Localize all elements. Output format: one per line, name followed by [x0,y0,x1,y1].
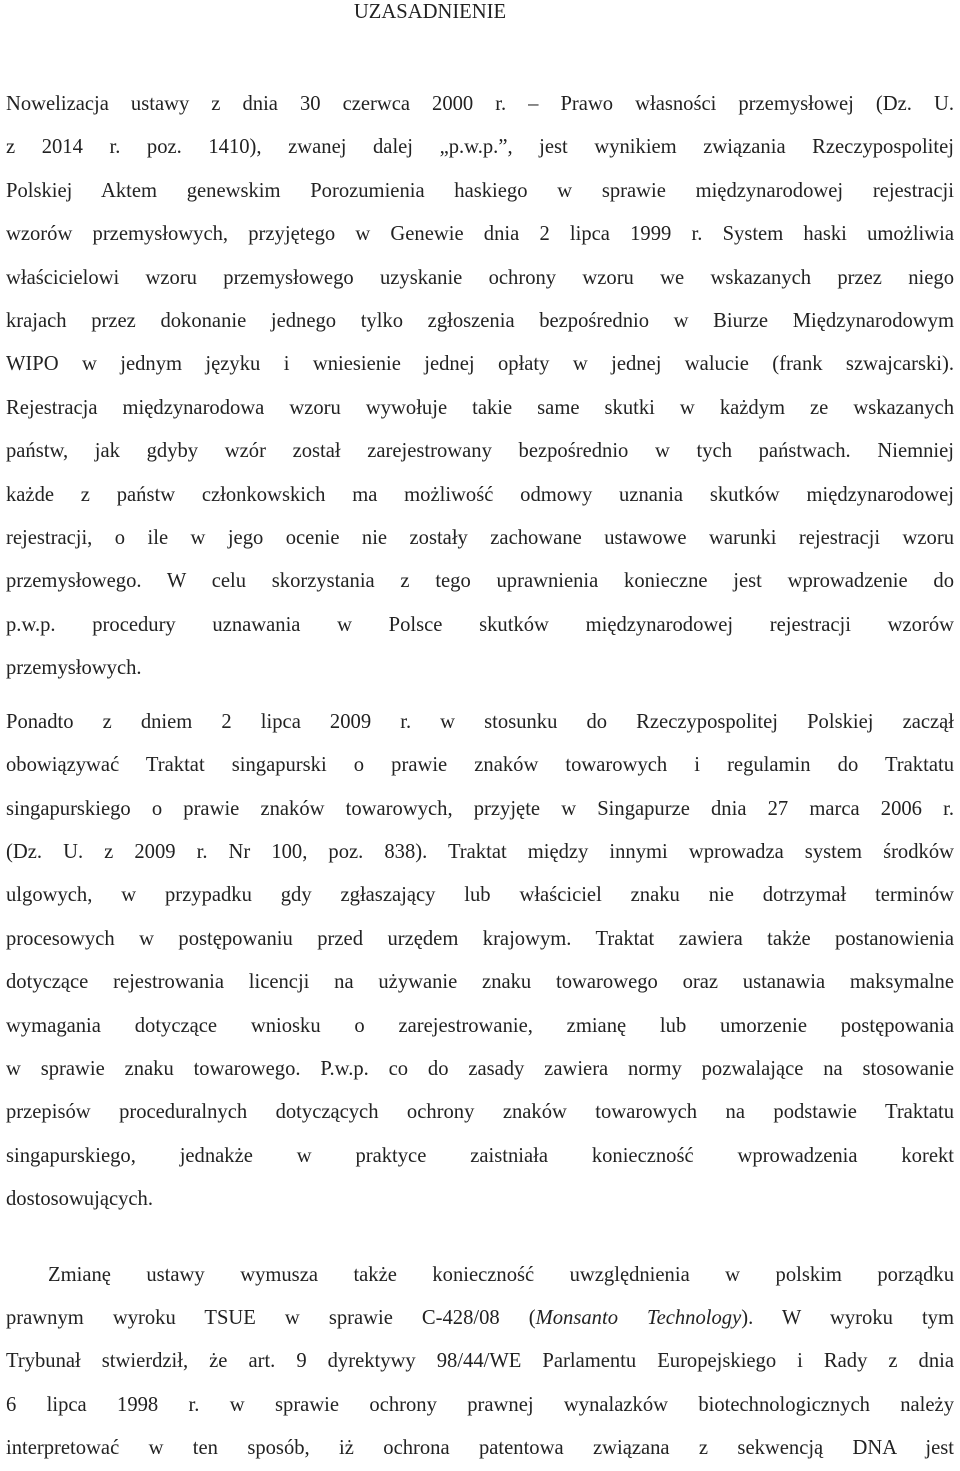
document-page [6,0,954,1471]
text-line: przemysłowego. W celu skorzystania z tego uprawnienia konieczne jest wprowadzenie do [6,570,954,593]
text-line: interpretować w ten sposób, iż ochrona patentowa związana z sekwencją DNA jest [6,1437,954,1460]
text-segment: ). W wyroku tym [741,1306,954,1329]
text-line: procesowych w postępowaniu przed urzędem krajowym. Traktat zawiera także postanowienia [6,927,954,950]
paragraph-singapore-treaty [6,701,954,1222]
text-line: z 2014 r. poz. 1410), zwanej dalej „p.w.p.”, jest wynikiem związania Rzeczypospolitej [6,136,954,159]
text-line: ulgowych, w przypadku gdy zgłaszający lub właściciel znaku nie dotrzymał terminów [6,884,954,907]
text-line: każde z państw członkowskich ma możliwość odmowy uznania skutków międzynarodowej [6,483,954,506]
text-line: Ponadto z dniem 2 lipca 2009 r. w stosunku do Rzeczypospolitej Polskiej zaczął [6,710,954,733]
text-line: singapurskiego o prawie znaków towarowych, przyjęte w Singapurze dnia 27 marca 2006 r. [6,797,954,820]
text-line: Polskiej Aktem genewskim Porozumienia haskiego w sprawie międzynarodowej rejestracji [6,179,954,202]
text-line: krajach przez dokonanie jednego tylko zgłoszenia bezpośrednio w Biurze Międzynarodowym [6,310,954,333]
paragraph-monsanto-ruling [6,1254,954,1471]
text-line: WIPO w jednym języku i wniesienie jednej opłaty w jednej walucie (frank szwajcarski). [6,353,954,376]
text-line: państw, jak gdyby wzór został zarejestrowany bezpośrednio w tych państwach. Niemniej [6,440,954,463]
text-line: Nowelizacja ustawy z dnia 30 czerwca 2000 r. – Prawo własności przemysłowej (Dz. U. [6,93,954,115]
text-line: wymagania dotyczące wniosku o zarejestrowanie, zmianę lub umorzenie postępowania [6,1014,954,1037]
text-line: przepisów proceduralnych dotyczących ochrony znaków towarowych na podstawie Traktatu [6,1101,954,1124]
text-line: rejestracji, o ile w jego ocenie nie zostały zachowane ustawowe warunki rejestracji wzoru [6,527,954,550]
text-line: Trybunał stwierdził, że art. 9 dyrektywy 98/44/WE Parlamentu Europejskiego i Rady z dnia [6,1350,954,1373]
text-line: obowiązywać Traktat singapurski o prawie znaków towarowych i regulamin do Traktatu [6,754,954,777]
case-name-italic: Monsanto Technology [535,1306,742,1329]
text-line: singapurskiego, jednakże w praktyce zaistniała konieczność wprowadzenia korekt [6,1144,954,1167]
text-line: dotyczące rejestrowania licencji na używanie znaku towarowego oraz ustanawia maksymalne [6,971,954,994]
text-line: (Dz. U. z 2009 r. Nr 100, poz. 838). Traktat między innymi wprowadza system środków [6,840,954,863]
text-line: dostosowujących. [6,1188,153,1211]
text-line: 6 lipca 1998 r. w sprawie ochrony prawnej wynalazków biotechnologicznych należy [6,1393,954,1416]
text-segment: prawnym wyroku TSUE w sprawie C-428/08 ( [6,1306,536,1329]
text-line: przemysłowych. [6,657,142,680]
text-line: w sprawie znaku towarowego. P.w.p. co do zasady zawiera normy pozwalające na stosowanie [6,1057,954,1080]
text-line [6,1297,954,1340]
text-line: Rejestracja międzynarodowa wzoru wywołuje takie same skutki w każdym ze wskazanych [6,396,954,419]
text-line: Zmianę ustawy wymusza także konieczność uwzględnienia w polskim porządku [48,1263,954,1286]
text-line: p.w.p. procedury uznawania w Polsce skutków międzynarodowej rejestracji wzorów [6,613,954,636]
text-line: wzorów przemysłowych, przyjętego w Genewie dnia 2 lipca 1999 r. System haski umożliwia [6,223,954,246]
paragraph-hague-system [6,83,954,691]
document-title: UZASADNIENIE [353,1,507,23]
text-line: właścicielowi wzoru przemysłowego uzyskanie ochrony wzoru we wskazanych przez niego [6,266,954,289]
